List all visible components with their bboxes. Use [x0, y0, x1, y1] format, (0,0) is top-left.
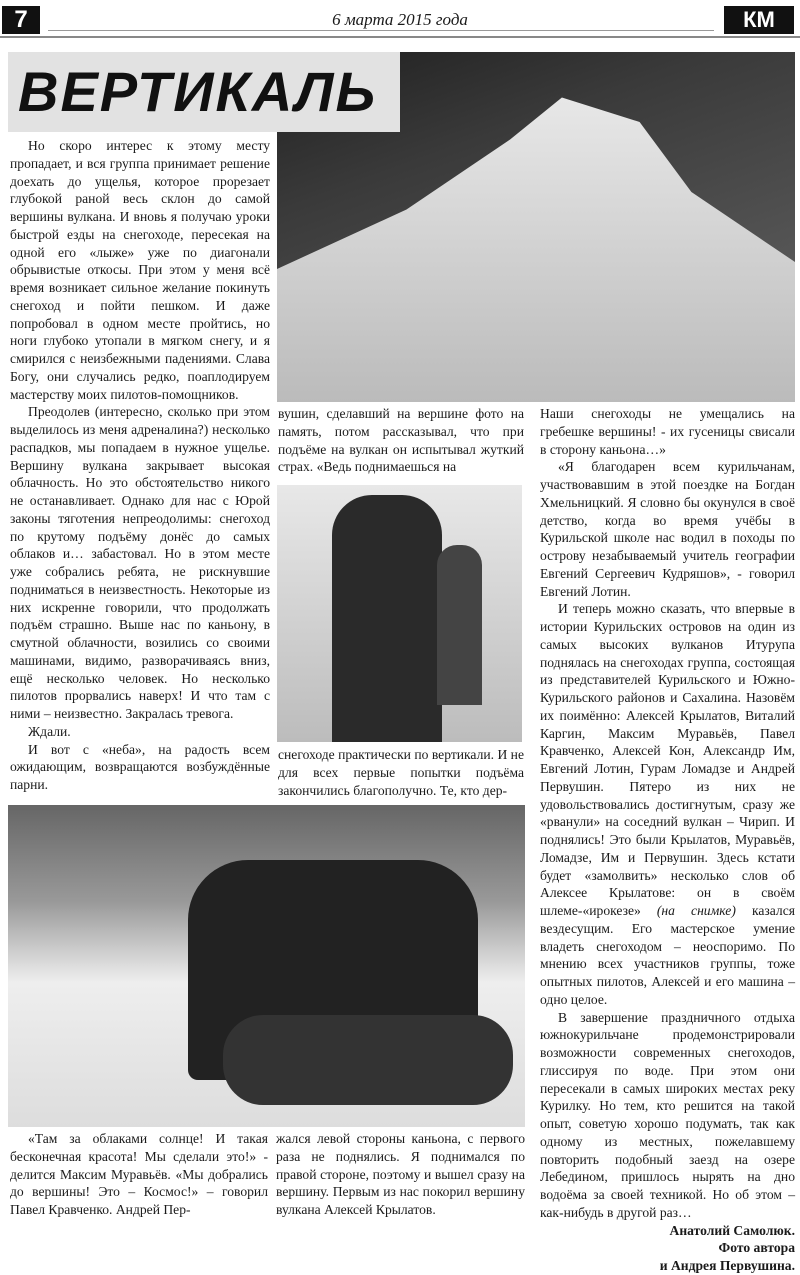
paragraph: Преодолев (интересно, сколько при этом выделилось из меня адреналина?) несколько распадков, мы попадаем в нужное ущелье. Вершину вулкана закрывает высокая облачность. Но это обстоятельство никого не останавливает. Однако для нас с Юрой законы тяготения непреодолимы: снегоход по крутому подъёму донёс до самых облаков и… забастовал. Но в этом месте уже собрались ребята, не рискнувшие подниматься в неизвестность. Некоторые из них искренне говорили, что продолжать подъём страшно. Выше нас по каньону, в смутной облачности, возились со своими машинами, видимо, разворачиваясь вниз, ещё несколько человек. Но несколько пилотов прорвались наверх! И что там с ними – неизвестно. Закралась тревога.	[10, 404, 270, 721]
paragraph: «Я благодарен всем курильчанам, участвовавшим в этой поездке на Богдан Хмельницкий. Я словно бы окунулся в своё детство, когда во время учёбы в Курильской школе нас водил в походы по острову незабываемый учитель географии Евгений Сергеевич Кудряшов», - говорил Евгений Лотин.	[540, 459, 795, 599]
paragraph: Ждали.	[28, 723, 71, 739]
header-rule	[48, 30, 714, 31]
paragraph	[540, 600, 795, 1008]
paragraph: В завершение праздничного отдыха южнокурильчане продемонстрировали возможности современных снегоходов, глиссируя по воде. При этом они пересекали в самых широких местах реку Курилку. Но тем, кто решится на такой опыт, советую хорошо подумать, так как одному из местных, пожелавшему повторить подобный заезд на озере Лебедином, пришлось нырять на дно водоёма за своей техникой. Но об этом – как-нибудь в другой раз…	[540, 1009, 795, 1220]
issue-date: 6 марта 2015 года	[332, 10, 468, 29]
column-2-middle	[278, 746, 524, 799]
column-2-top	[278, 405, 524, 476]
paragraph: Наши снегоходы не умещались на гребешке вершины! - их гусеницы свисали в сторону каньона…»	[540, 406, 795, 457]
pilot-mohawk-helmet-photo	[277, 485, 522, 742]
page-header	[0, 0, 800, 38]
column-1-bottom	[10, 1130, 268, 1219]
column-2-bottom	[276, 1130, 525, 1219]
photo-credit-2: и Андрея Первушина.	[659, 1258, 795, 1273]
newspaper-logo: КМ	[724, 6, 794, 34]
text: И теперь можно сказать, что впервые в истории Курильских островов на один из самых высоких вулканов Итурупа поднялась на снегоходах группа, состоящая из представителей Курильского и Южно-Курильского районов и Сахалина. Назовём их поимённо: Алексей Крылатов, Виталий Каргин, Максим Муравьёв, Павел Кравченко, Алексей Кон, Александр Им, Евгений Лотин, Гурам Ломадзе и Андрей Первушин. Пятеро из них не удовольствовались достигнутым, сразу же «рванули» на соседний вулкан – Чирип. И поднялись! Это были Крылатов, Муравьёв, Ломадзе, Им и Первушин. Здесь кстати будет «замолвить» несколько слов об Алексее Крылатове: он в своём шлеме-«ирокезе»	[540, 601, 795, 918]
text: казался вездесущим. Его мастерское умение владеть снегоходом – неоспоримо. По мнению всех участников группы, тоже опытных пилотов, Алексей и его машина – одно целое.	[540, 903, 795, 1007]
page-number: 7	[2, 6, 40, 34]
paragraph: И вот с «неба», на радость всем ожидающим, возвращаются возбуждённые парни.	[10, 741, 270, 792]
group-photo	[8, 805, 525, 1127]
photo-reference: (на снимке)	[656, 903, 736, 918]
article-title: ВЕРТИКАЛЬ	[8, 52, 400, 132]
paragraph: Но скоро интерес к этому месту пропадает, и вся группа принимает решение доехать до ущелья, которое прорезает глубокой раной весь склон до самой вершины вулкана. И вновь я получаю уроки быстрой езды на снегоходе, пересекая на одной его «лыже» уже по диагонали обрывистые откосы. При этом у меня всё время возникает сильное желание покинуть снегоход и пойти пешком. И даже попробовал в одном месте пройтись, но ноги глубоко утопали в мягком снегу, и я смирился с неизбежными падениями. Слава Богу, они случались редко, поаплодируем мастерству моих пилотов-помощников.	[10, 138, 270, 402]
paragraph: вушин, сделавший на вершине фото на память, потом рассказывал, что при подъёме на вулкан он испытывал жуткий страх. «Ведь поднимаешься на	[278, 406, 524, 475]
photo-credit: Фото автора	[718, 1240, 795, 1256]
column-3	[540, 405, 795, 1275]
author-signature: Анатолий Самолюк.	[669, 1222, 795, 1238]
paragraph: снегоходе практически по вертикали. И не для всех первые попытки подъёма закончились благополучно. Те, кто дер-	[278, 747, 524, 798]
column-1	[10, 137, 270, 794]
paragraph: жался левой стороны каньона, с первого раза не поднялись. Я поднимался по правой стороне, поэтому и вышел сразу на вершину. Первым из нас покорил вершину вулкана Алексей Крылатов.	[276, 1131, 525, 1217]
paragraph: «Там за облаками солнце! И такая бесконечная красота! Мы сделали это!» - делится Максим Муравьёв. «Мы добрались до вершины! Это – Космос!» – говорил Павел Кравченко. Андрей Пер-	[10, 1131, 268, 1217]
